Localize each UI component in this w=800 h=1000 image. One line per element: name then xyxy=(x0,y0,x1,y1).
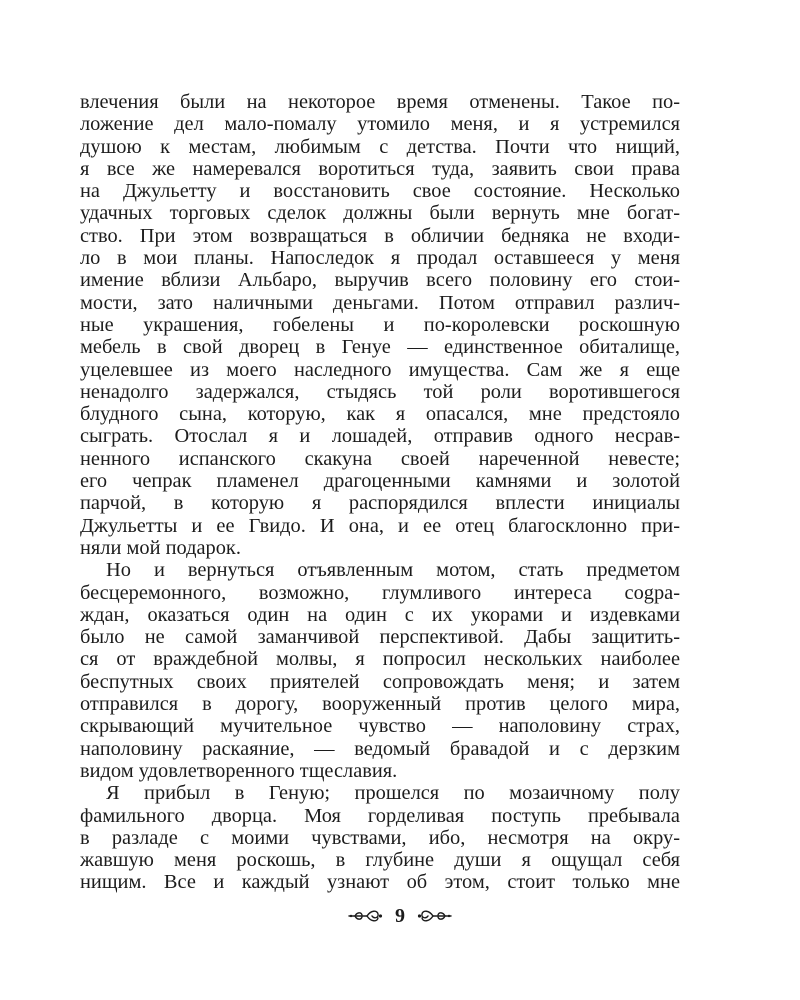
text-line: душою к местам, любимым с детства. Почти что нищий, xyxy=(80,135,680,158)
text-line: я все же намеревался воротиться туда, заявить свои права xyxy=(80,157,680,180)
text-line: было не самой заманчивой перспективой. Дабы защитить- xyxy=(80,626,680,649)
text-line: влечения были на некоторое время отменены. Такое по- xyxy=(80,91,680,113)
text-line: на Джульетту и восстановить свое состояние. Несколько xyxy=(80,180,680,203)
paragraph-end-line: няли мой подарок. xyxy=(80,536,241,559)
floral-ornament-icon xyxy=(347,906,383,926)
text-line: наполовину раскаяние, — ведомый бравадой и с дерзким xyxy=(80,737,680,760)
text-line: нищим. Все и каждый узнают об этом, стоит только мне xyxy=(80,871,680,894)
text-line: мебель в свой дворец в Генуе — единственное обиталище, xyxy=(80,336,680,359)
text-line: скрывающий мучительное чувство — наполовину страх, xyxy=(80,715,680,738)
text-line: имение вблизи Альбаро, выручив всего половину его стои- xyxy=(80,269,680,292)
text-line: сыграть. Отослал я и лошадей, отправив одного несрав- xyxy=(80,425,680,448)
text-line: бесцеремонного, возможно, глумливого интереса сogра- xyxy=(80,581,680,604)
page-number: 9 xyxy=(395,905,405,927)
text-line: его чепрак пламенел драгоценными камнями и золотой xyxy=(80,470,680,493)
text-line: уцелевшее из моего наследного имущества. Сам же я еще xyxy=(80,358,680,381)
text-line: Джульетты и ее Гвидо. И она, и ее отец благосклонно при- xyxy=(80,514,680,537)
text-line: ство. При этом возвращаться в обличии бедняка не входи- xyxy=(80,224,680,247)
text-line: мости, зато наличными деньгами. Потом отправил различ- xyxy=(80,291,680,314)
text-line: ждан, оказаться один на один с их укорами и издевками xyxy=(80,603,680,626)
text-line: фамильного дворца. Моя горделивая поступь пребывала xyxy=(80,804,680,827)
text-line: ся от враждебной молвы, я попросил нескольких наиболее xyxy=(80,648,680,671)
body-text xyxy=(80,91,680,894)
text-line: ло в мои планы. Напоследок я продал оставшееся у меня xyxy=(80,247,680,270)
text-line: ненадолго задержался, стыдясь той роли воротившегося xyxy=(80,380,680,403)
paragraph-start-line: Я прибыл в Геную; прошелся по мозаичному полу xyxy=(106,782,680,805)
text-line: удачных торговых сделок должны были вернуть мне богат- xyxy=(80,202,680,225)
text-line: жавшую меня роскошь, в глубине души я ощущал себя xyxy=(80,849,680,872)
text-line: парчой, в которую я распорядился вплести инициалы xyxy=(80,492,680,515)
text-line: ложение дел мало-помалу утомило меня, и я устремился xyxy=(80,113,680,136)
paragraph-end-line: видом удовлетворенного тщеславия. xyxy=(80,759,398,782)
text-line: в разладе с моими чувствами, ибо, несмотря на окру- xyxy=(80,826,680,849)
text-line: отправился в дорогу, вооруженный против целого мира, xyxy=(80,693,680,716)
text-line: ненного испанского скакуна своей нареченной невесте; xyxy=(80,447,680,470)
floral-ornament-icon xyxy=(417,906,453,926)
text-line: беспутных своих приятелей сопровождать меня; и затем xyxy=(80,670,680,693)
paragraph-start-line: Но и вернуться отъявленным мотом, стать предметом xyxy=(106,559,680,582)
text-line: ные украшения, гобелены и по-королевски роскошную xyxy=(80,313,680,336)
text-line: блудного сына, которую, как я опасался, мне предстояло xyxy=(80,403,680,426)
page-footer xyxy=(0,902,800,930)
